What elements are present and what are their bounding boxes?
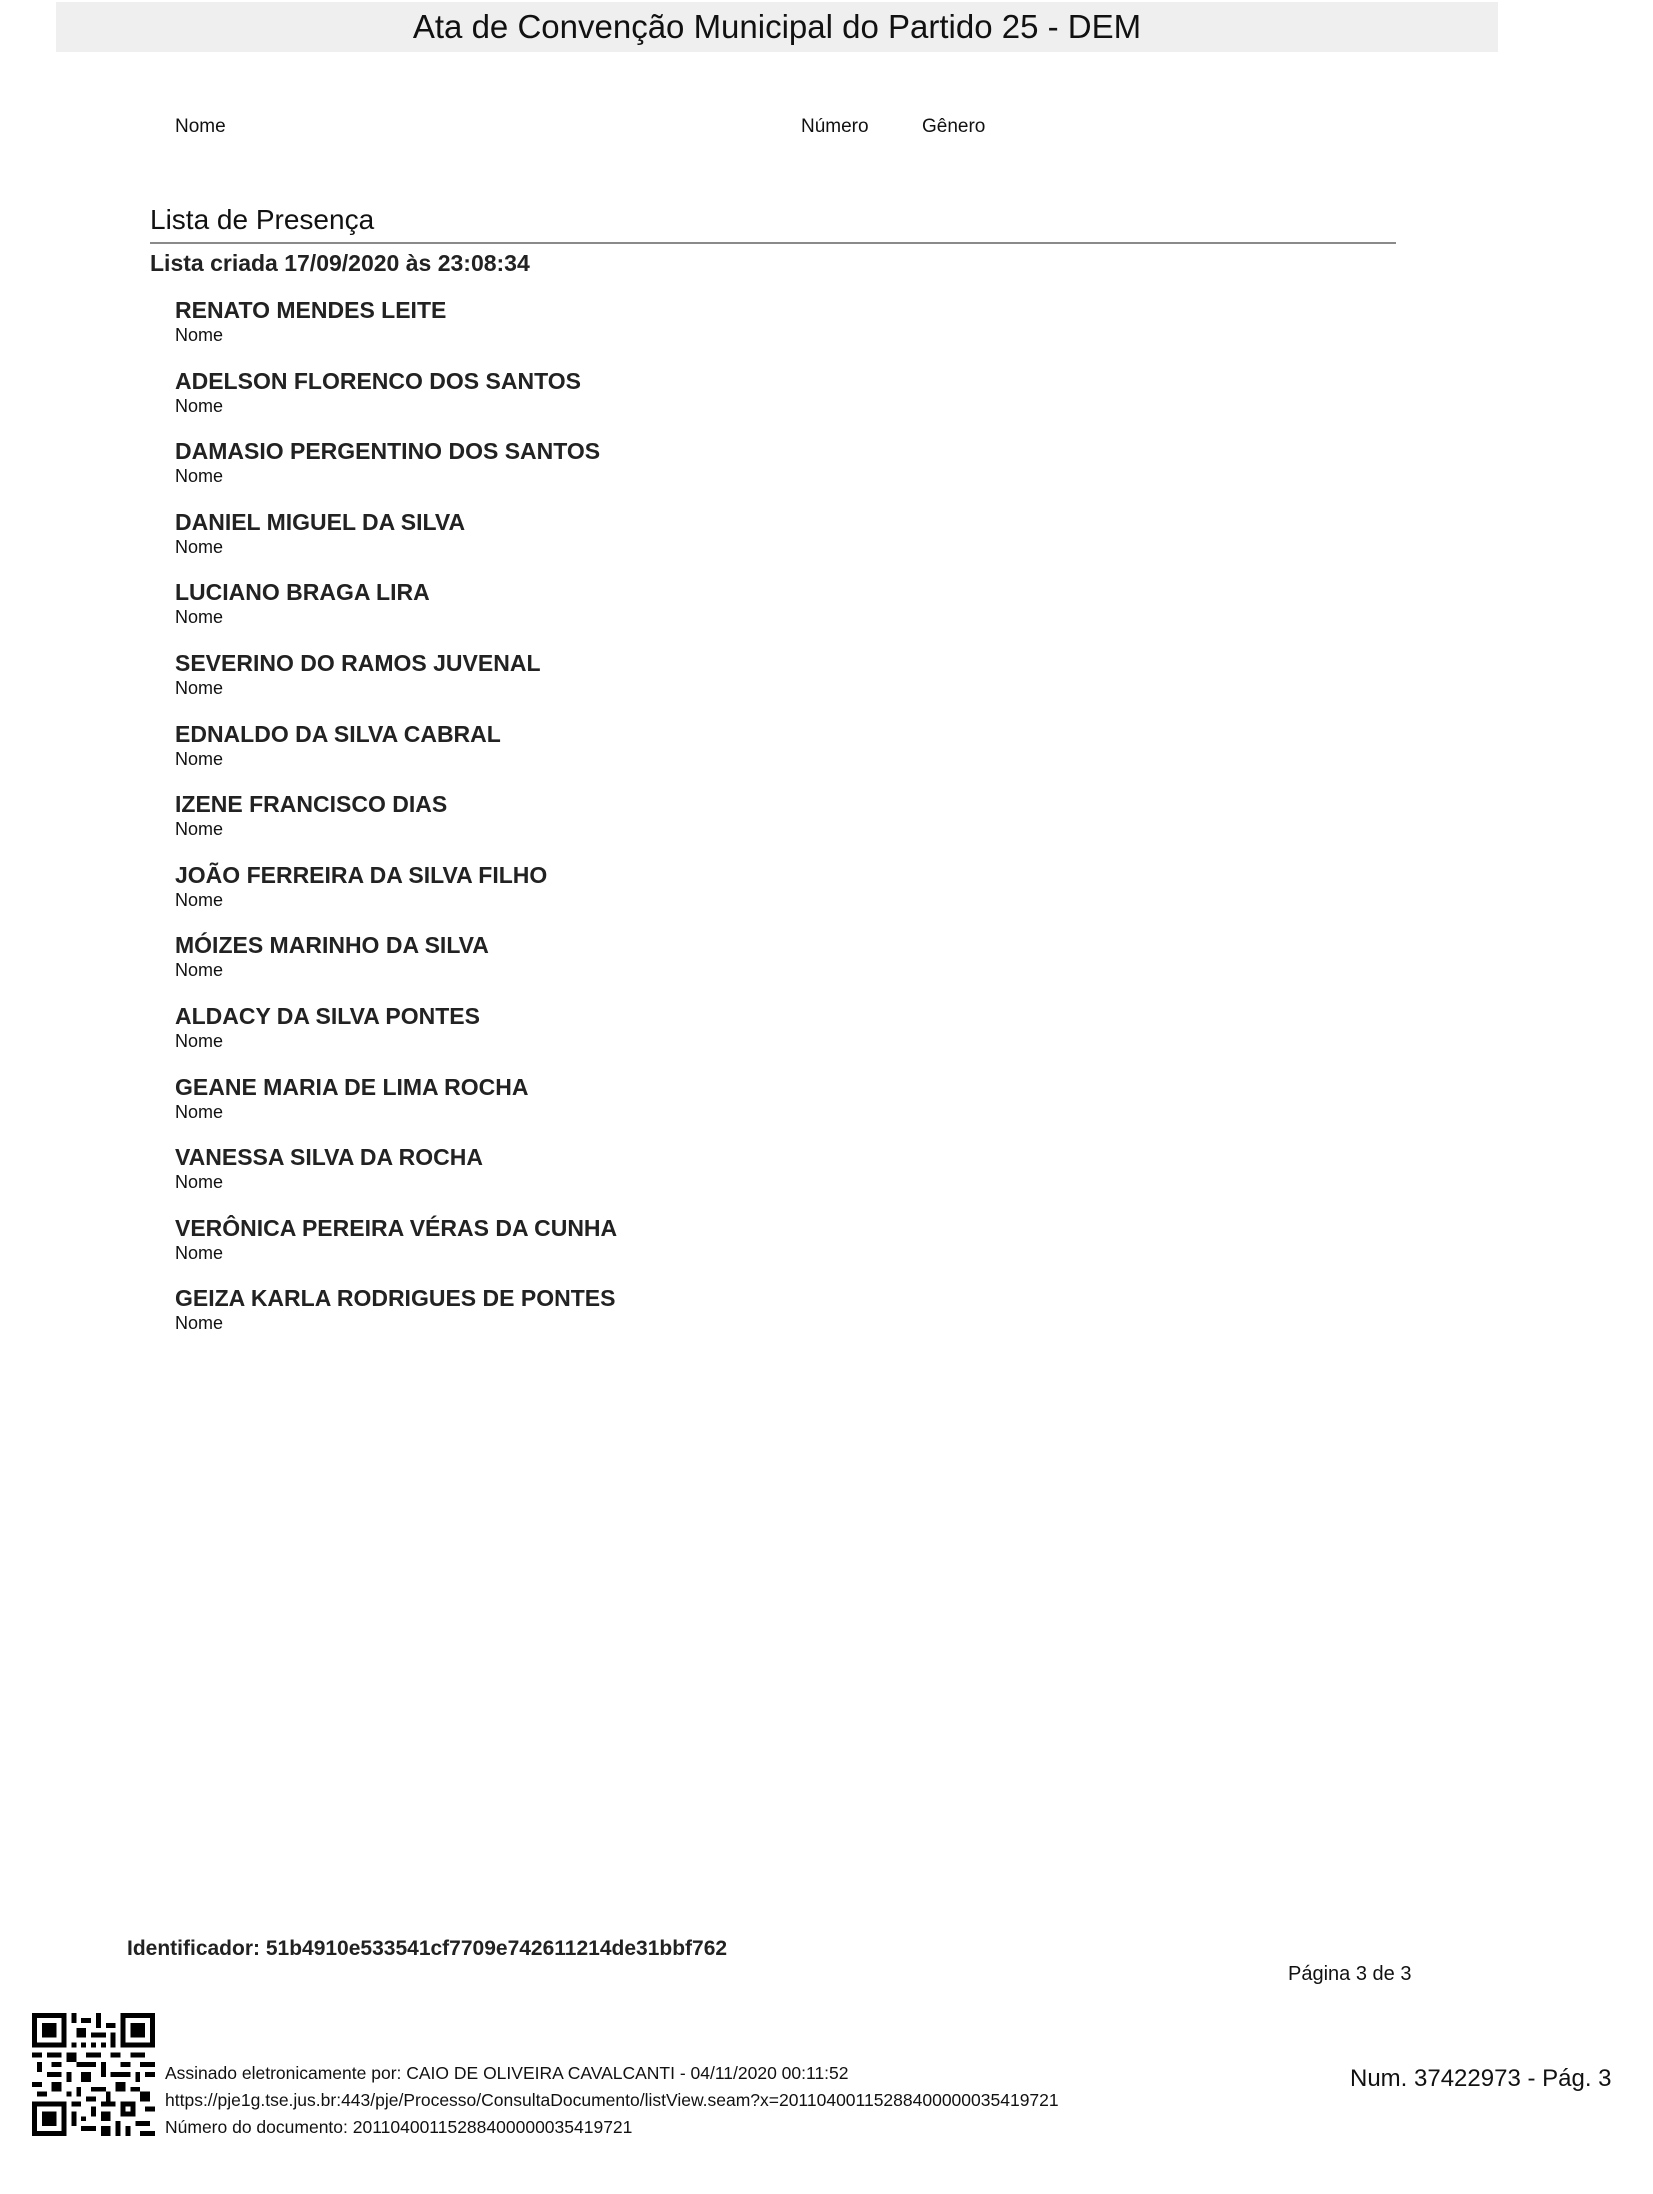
- member-name: RENATO MENDES LEITE: [175, 297, 447, 323]
- document-url: https://pje1g.tse.jus.br:443/pje/Processo/ConsultaDocumento/listView.seam?x=20110400115288400000035419721: [165, 2090, 1059, 2110]
- attendance-created-date: Lista criada 17/09/2020 às 23:08:34: [150, 250, 530, 276]
- member-name: VERÔNICA PEREIRA VÉRAS DA CUNHA: [175, 1214, 618, 1241]
- list-item: [175, 790, 1075, 861]
- member-label: Nome: [175, 748, 224, 769]
- member-label: Nome: [175, 960, 224, 981]
- member-name: ALDACY DA SILVA PONTES: [175, 1002, 480, 1029]
- member-name: DANIEL MIGUEL DA SILVA: [175, 508, 466, 535]
- list-item: [175, 508, 1075, 579]
- list-item: [175, 649, 1075, 720]
- list-item: [175, 1002, 1075, 1073]
- column-header-numero: Número: [801, 116, 869, 137]
- list-item: [175, 931, 1075, 1002]
- list-item: [175, 578, 1075, 649]
- member-name: DAMASIO PERGENTINO DOS SANTOS: [175, 438, 601, 465]
- member-label: Nome: [175, 889, 224, 910]
- document-title-text: Ata de Convenção Municipal do Partido 25 - DEM: [412, 8, 1142, 45]
- member-name: SEVERINO DO RAMOS JUVENAL: [175, 649, 541, 676]
- list-item: [175, 296, 1075, 367]
- document-title: [56, 2, 1498, 52]
- list-item: [175, 1214, 1075, 1285]
- member-label: Nome: [175, 536, 224, 557]
- signature-block: [165, 2060, 1059, 2141]
- list-item: [175, 437, 1075, 508]
- member-label: Nome: [175, 395, 224, 416]
- member-name: JOÃO FERREIRA DA SILVA FILHO: [175, 861, 548, 888]
- member-label: Nome: [175, 1313, 224, 1334]
- member-label: Nome: [175, 1172, 224, 1193]
- member-label: Nome: [175, 819, 224, 840]
- document-identifier: Identificador: 51b4910e533541cf7709e742611214de31bbf762: [127, 1937, 728, 1960]
- list-item: [175, 367, 1075, 438]
- column-header-nome: Nome: [175, 116, 226, 137]
- list-item: [175, 861, 1075, 932]
- member-name: EDNALDO DA SILVA CABRAL: [175, 720, 501, 747]
- qr-code-icon: [32, 2013, 155, 2136]
- member-name: LUCIANO BRAGA LIRA: [175, 579, 430, 606]
- list-item: [175, 1073, 1075, 1144]
- member-name: ADELSON FLORENCO DOS SANTOS: [175, 367, 581, 394]
- member-label: Nome: [175, 1030, 224, 1051]
- member-label: Nome: [175, 466, 224, 487]
- list-item: [175, 720, 1075, 791]
- list-item: [175, 1284, 1075, 1355]
- document-number: Número do documento: 20110400115288400000035419721: [165, 2117, 633, 2137]
- member-name: GEANE MARIA DE LIMA ROCHA: [175, 1073, 529, 1100]
- num-page-label: Num. 37422973 - Pág. 3: [1350, 2065, 1612, 2092]
- list-item: [175, 1143, 1075, 1214]
- member-name: MÓIZES MARINHO DA SILVA: [175, 932, 489, 959]
- column-header-genero: Gênero: [922, 116, 986, 137]
- member-name: GEIZA KARLA RODRIGUES DE PONTES: [175, 1285, 616, 1312]
- member-label: Nome: [175, 677, 224, 698]
- member-label: Nome: [175, 1101, 224, 1122]
- page-number: Página 3 de 3: [1288, 1963, 1412, 1985]
- member-label: Nome: [175, 1242, 224, 1263]
- member-name: VANESSA SILVA DA ROCHA: [175, 1144, 483, 1171]
- signed-by-text: Assinado eletronicamente por: CAIO DE OLIVEIRA CAVALCANTI - 04/11/2020 00:11:52: [165, 2063, 849, 2083]
- member-label: Nome: [175, 607, 224, 628]
- member-name: IZENE FRANCISCO DIAS: [175, 791, 448, 818]
- member-label: Nome: [175, 325, 224, 345]
- attendance-list: [175, 296, 1075, 1355]
- attendance-section-title: Lista de Presença: [150, 204, 1396, 244]
